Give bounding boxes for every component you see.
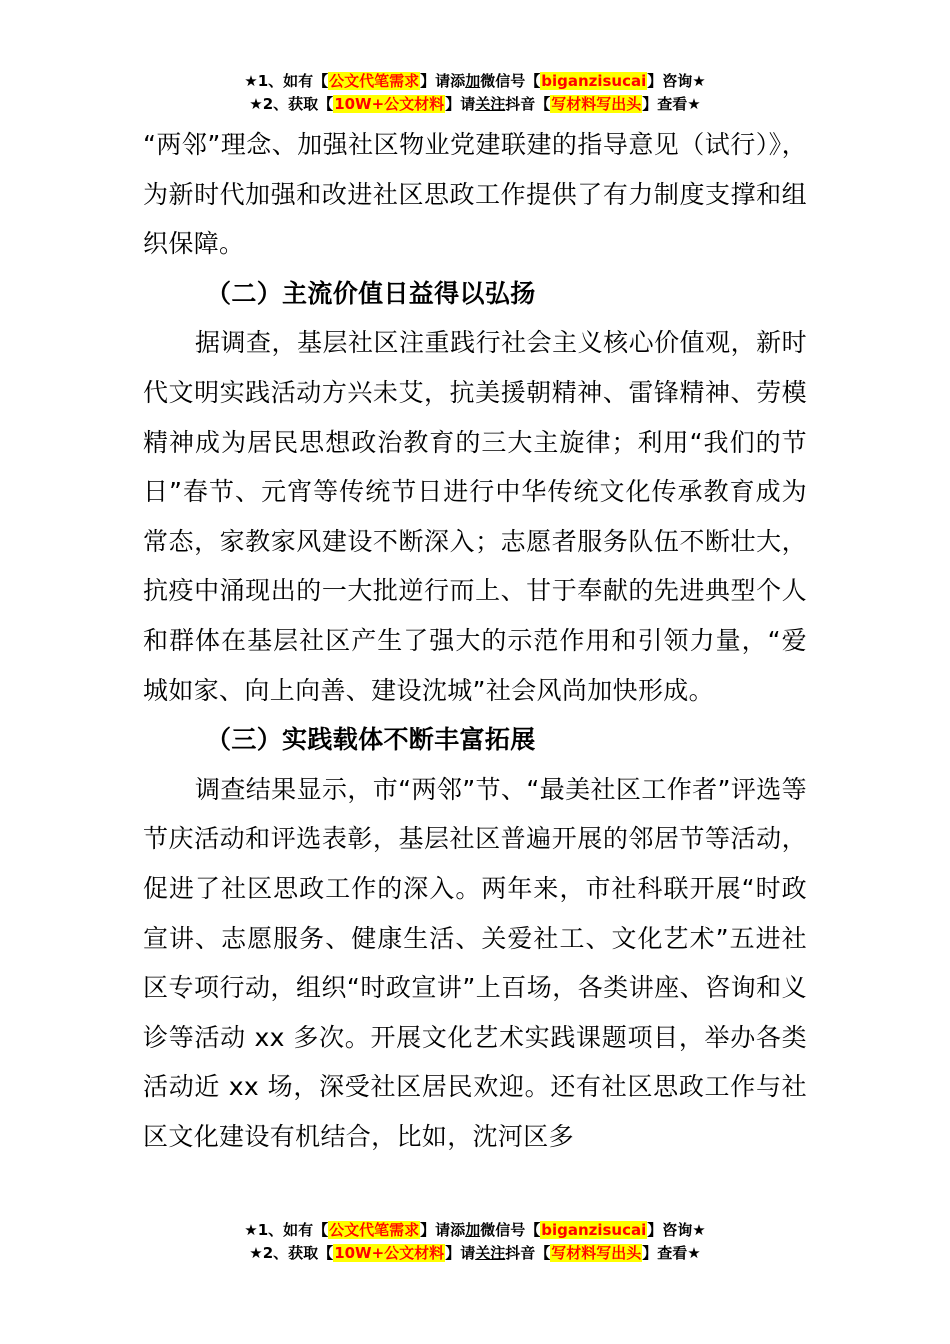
section-heading-3: （三）实践载体不断丰富拓展 xyxy=(206,725,536,755)
notice-highlight-douyin: 写材料写出头 xyxy=(551,1244,642,1262)
notice-highlight-service: 公文代笔需求 xyxy=(329,1221,420,1239)
notice-highlight-wechat-id: biganzisucai xyxy=(541,72,647,90)
footer-notice xyxy=(0,1219,950,1265)
paragraph-2: 据调查，基层社区注重践行社会主义核心价值观，新时代文明实践活动方兴未艾，抗美援朝精神、雷锋精神、劳模精神成为居民思想政治教育的三大主旋律；利用“我们的节日”春节、元宵等传统节日进行中华传统文化传承教育成为常态，家教家风建设不断深入；志愿者服务队伍不断壮大，抗疫中涌现出的一大批逆行而上、甘于奉献的先进典型个人和群体在基层社区产生了强大的示范作用和引领力量，“爱城如家、向上向善、建设沈城”社会风尚加快形成。 xyxy=(143,328,807,705)
paragraph-3: 调查结果显示，市“两邻”节、“最美社区工作者”评选等节庆活动和评选表彰，基层社区普遍开展的邻居节等活动，促进了社区思政工作的深入。两年来，市社科联开展“时政宣讲、志愿服务、健康生活、关爱社工、文化艺术”五进社区专项行动，组织“时政宣讲”上百场，各类讲座、咨询和义诊等活动 xx 多次。开展文化艺术实践课题项目，举办各类活动近 xx 场，深受社区居民欢迎。还有社区思政工作与社区文化建设有机结合，比如，沈河区多 xyxy=(143,774,807,1151)
notice-highlight-douyin: 写材料写出头 xyxy=(551,95,642,113)
notice-highlight-materials: 10W+公文材料 xyxy=(334,95,445,113)
section-heading-2: （二）主流价值日益得以弘扬 xyxy=(206,278,536,308)
document-body xyxy=(143,120,807,1161)
notice-highlight-service: 公文代笔需求 xyxy=(329,72,420,90)
notice-highlight-materials: 10W+公文材料 xyxy=(334,1244,445,1262)
notice-line-2: ★2、获取【10W+公文材料】请关注抖音【写材料写出头】查看★ xyxy=(249,95,701,113)
paragraph-continued: “两邻”理念、加强社区物业党建联建的指导意见（试行）》，为新时代加强和改进社区思政工作提供了有力制度支撑和组织保障。 xyxy=(143,130,807,259)
notice-line-1: ★1、如有【公文代笔需求】请添加微信号【biganzisucai】咨询★ xyxy=(244,1221,706,1239)
notice-highlight-wechat-id: biganzisucai xyxy=(541,1221,647,1239)
notice-line-2: ★2、获取【10W+公文材料】请关注抖音【写材料写出头】查看★ xyxy=(249,1244,701,1262)
header-notice xyxy=(0,70,950,116)
notice-line-1: ★1、如有【公文代笔需求】请添加微信号【biganzisucai】咨询★ xyxy=(244,72,706,90)
